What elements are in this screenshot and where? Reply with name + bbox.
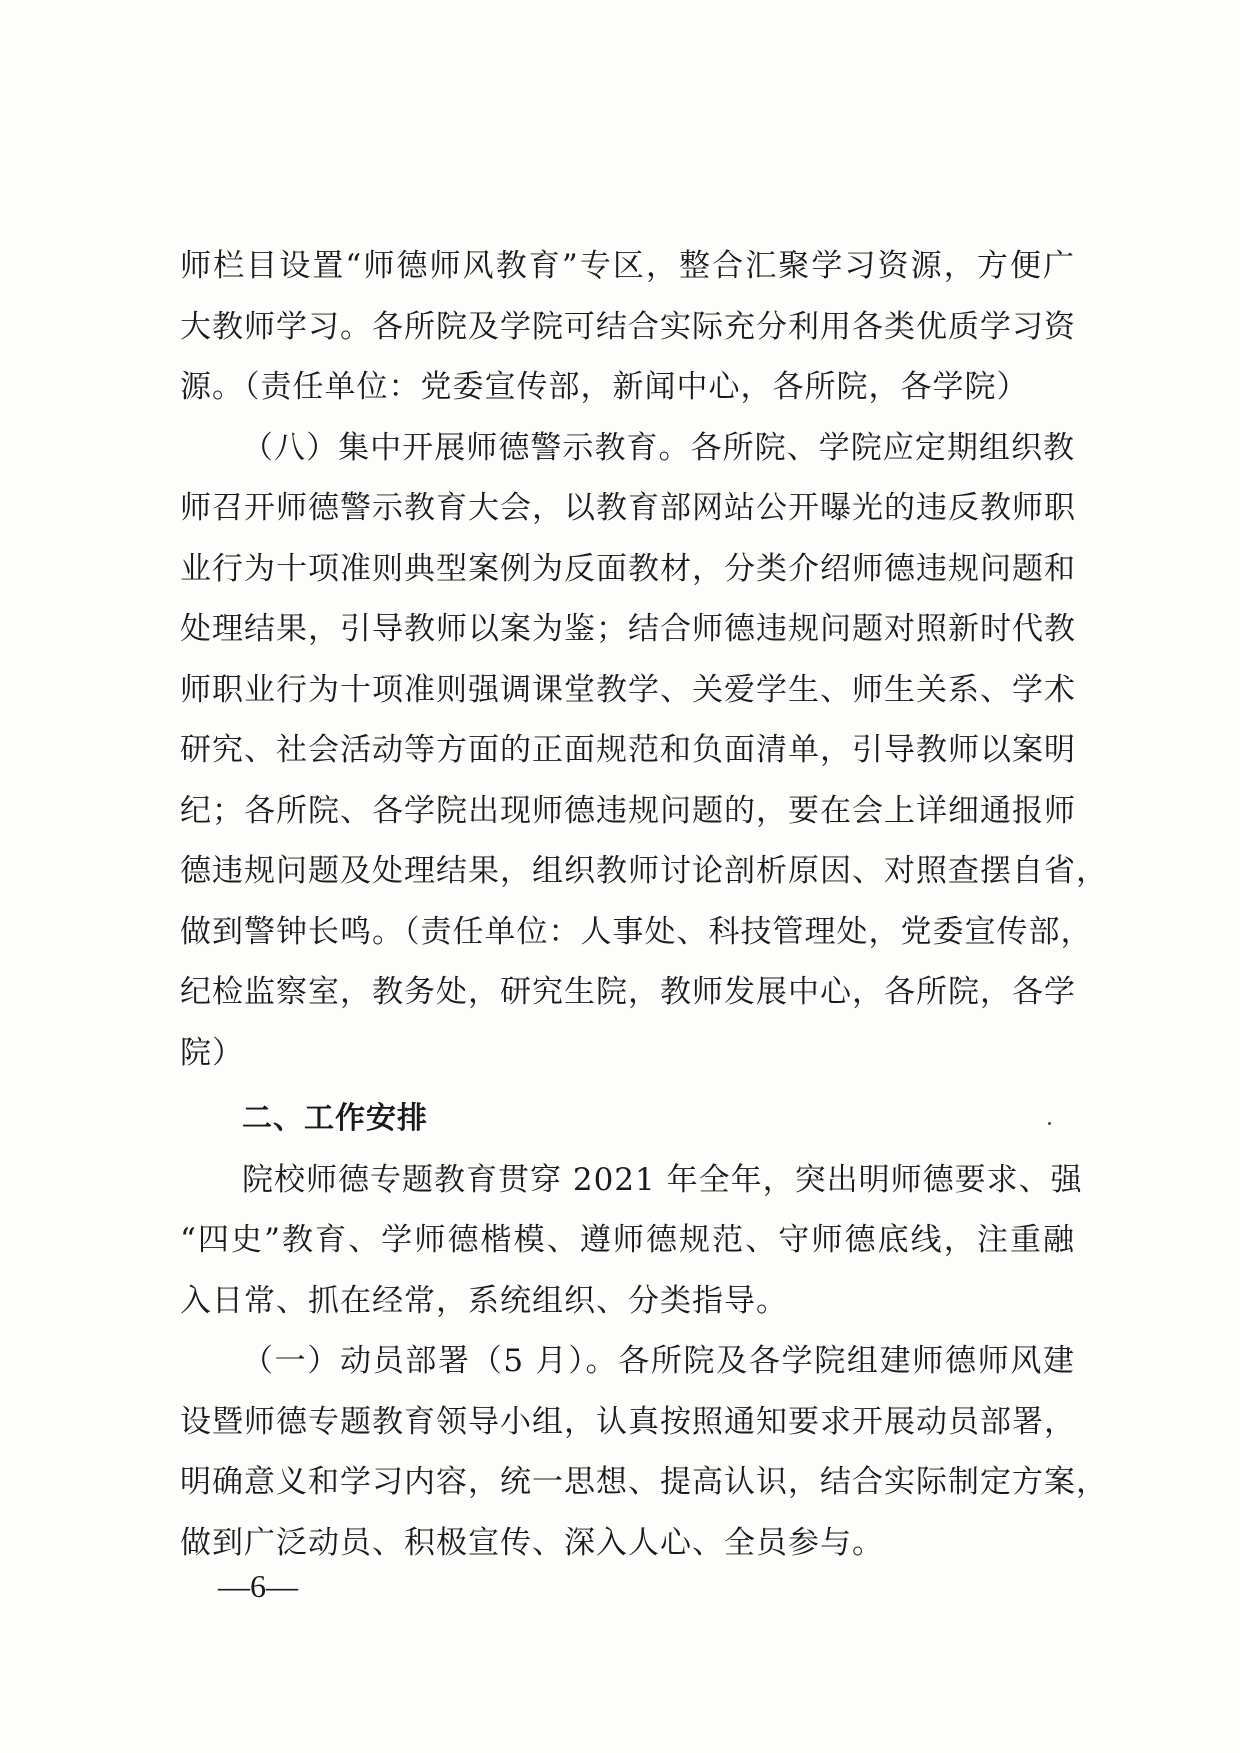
text-line: 师栏目设置“师德师风教育”专区，整合汇聚学习资源，方便广 <box>180 248 1075 284</box>
text-line: 处理结果，引导教师以案为鉴；结合师德违规问题对照新时代教 <box>180 611 1076 647</box>
text-line: 业行为十项准则典型案例为反面教材，分类介绍师德违规问题和 <box>180 550 1076 587</box>
text-line: 入日常、抓在经常，系统组织、分类指导。 <box>180 1282 788 1319</box>
text-line: 做到警钟长鸣。（责任单位：人事处、科技管理处，党委宣传部， <box>180 913 1093 950</box>
paragraph-mobilization <box>180 1331 1108 1573</box>
text-line: 明确意义和学习内容，统一思想、提高认识，结合实际制定方案， <box>180 1464 1108 1500</box>
text-line: 师召开师德警示教育大会，以教育部网站公开曝光的违反教师职 <box>180 490 1076 526</box>
text-line: 大教师学习。各所院及学院可结合实际充分利用各类优质学习资 <box>180 308 1076 345</box>
text-line: 纪；各所院、各学院出现师德违规问题的，要在会上详细通报师 <box>180 792 1076 829</box>
section-heading: 二、工作安排 <box>242 1101 428 1136</box>
text-line: “四史”教育、学师德楷模、遵师德规范、守师德底线，注重融 <box>180 1222 1075 1258</box>
text-line: 做到广泛动员、积极宣传、深入人心、全员参与。 <box>180 1524 884 1561</box>
text-line: 研究、社会活动等方面的正面规范和负面清单，引导教师以案明 <box>180 732 1076 768</box>
text-line: 院校师德专题教育贯穿 2021 年全年，突出明师德要求、强 <box>242 1161 1083 1198</box>
document-body <box>180 236 1108 1573</box>
paragraph-continuation <box>180 236 1075 418</box>
text-line: 院） <box>180 1034 244 1071</box>
text-line: 设暨师德专题教育领导小组，认真按照通知要求开展动员部署， <box>180 1403 1076 1440</box>
text-line: （一）动员部署（5 月）。各所院及各学院组建师德师风建 <box>242 1343 1075 1379</box>
paragraph-work-arrangement <box>180 1150 1083 1332</box>
text-line: （八）集中开展师德警示教育。各所院、学院应定期组织教 <box>242 429 1075 466</box>
page-number: —6— <box>218 1568 298 1604</box>
paragraph-warning-education <box>180 418 1108 1084</box>
scan-speck <box>1048 1122 1051 1125</box>
text-line: 纪检监察室，教务处，研究生院，教师发展中心，各所院，各学 <box>180 974 1076 1010</box>
text-line: 源。（责任单位：党委宣传部，新闻中心，各所院，各学院） <box>180 369 1029 405</box>
text-line: 德违规问题及处理结果，组织教师讨论剖析原因、对照查摆自省， <box>180 853 1108 889</box>
text-line: 师职业行为十项准则强调课堂教学、关爱学生、师生关系、学术 <box>180 671 1076 708</box>
